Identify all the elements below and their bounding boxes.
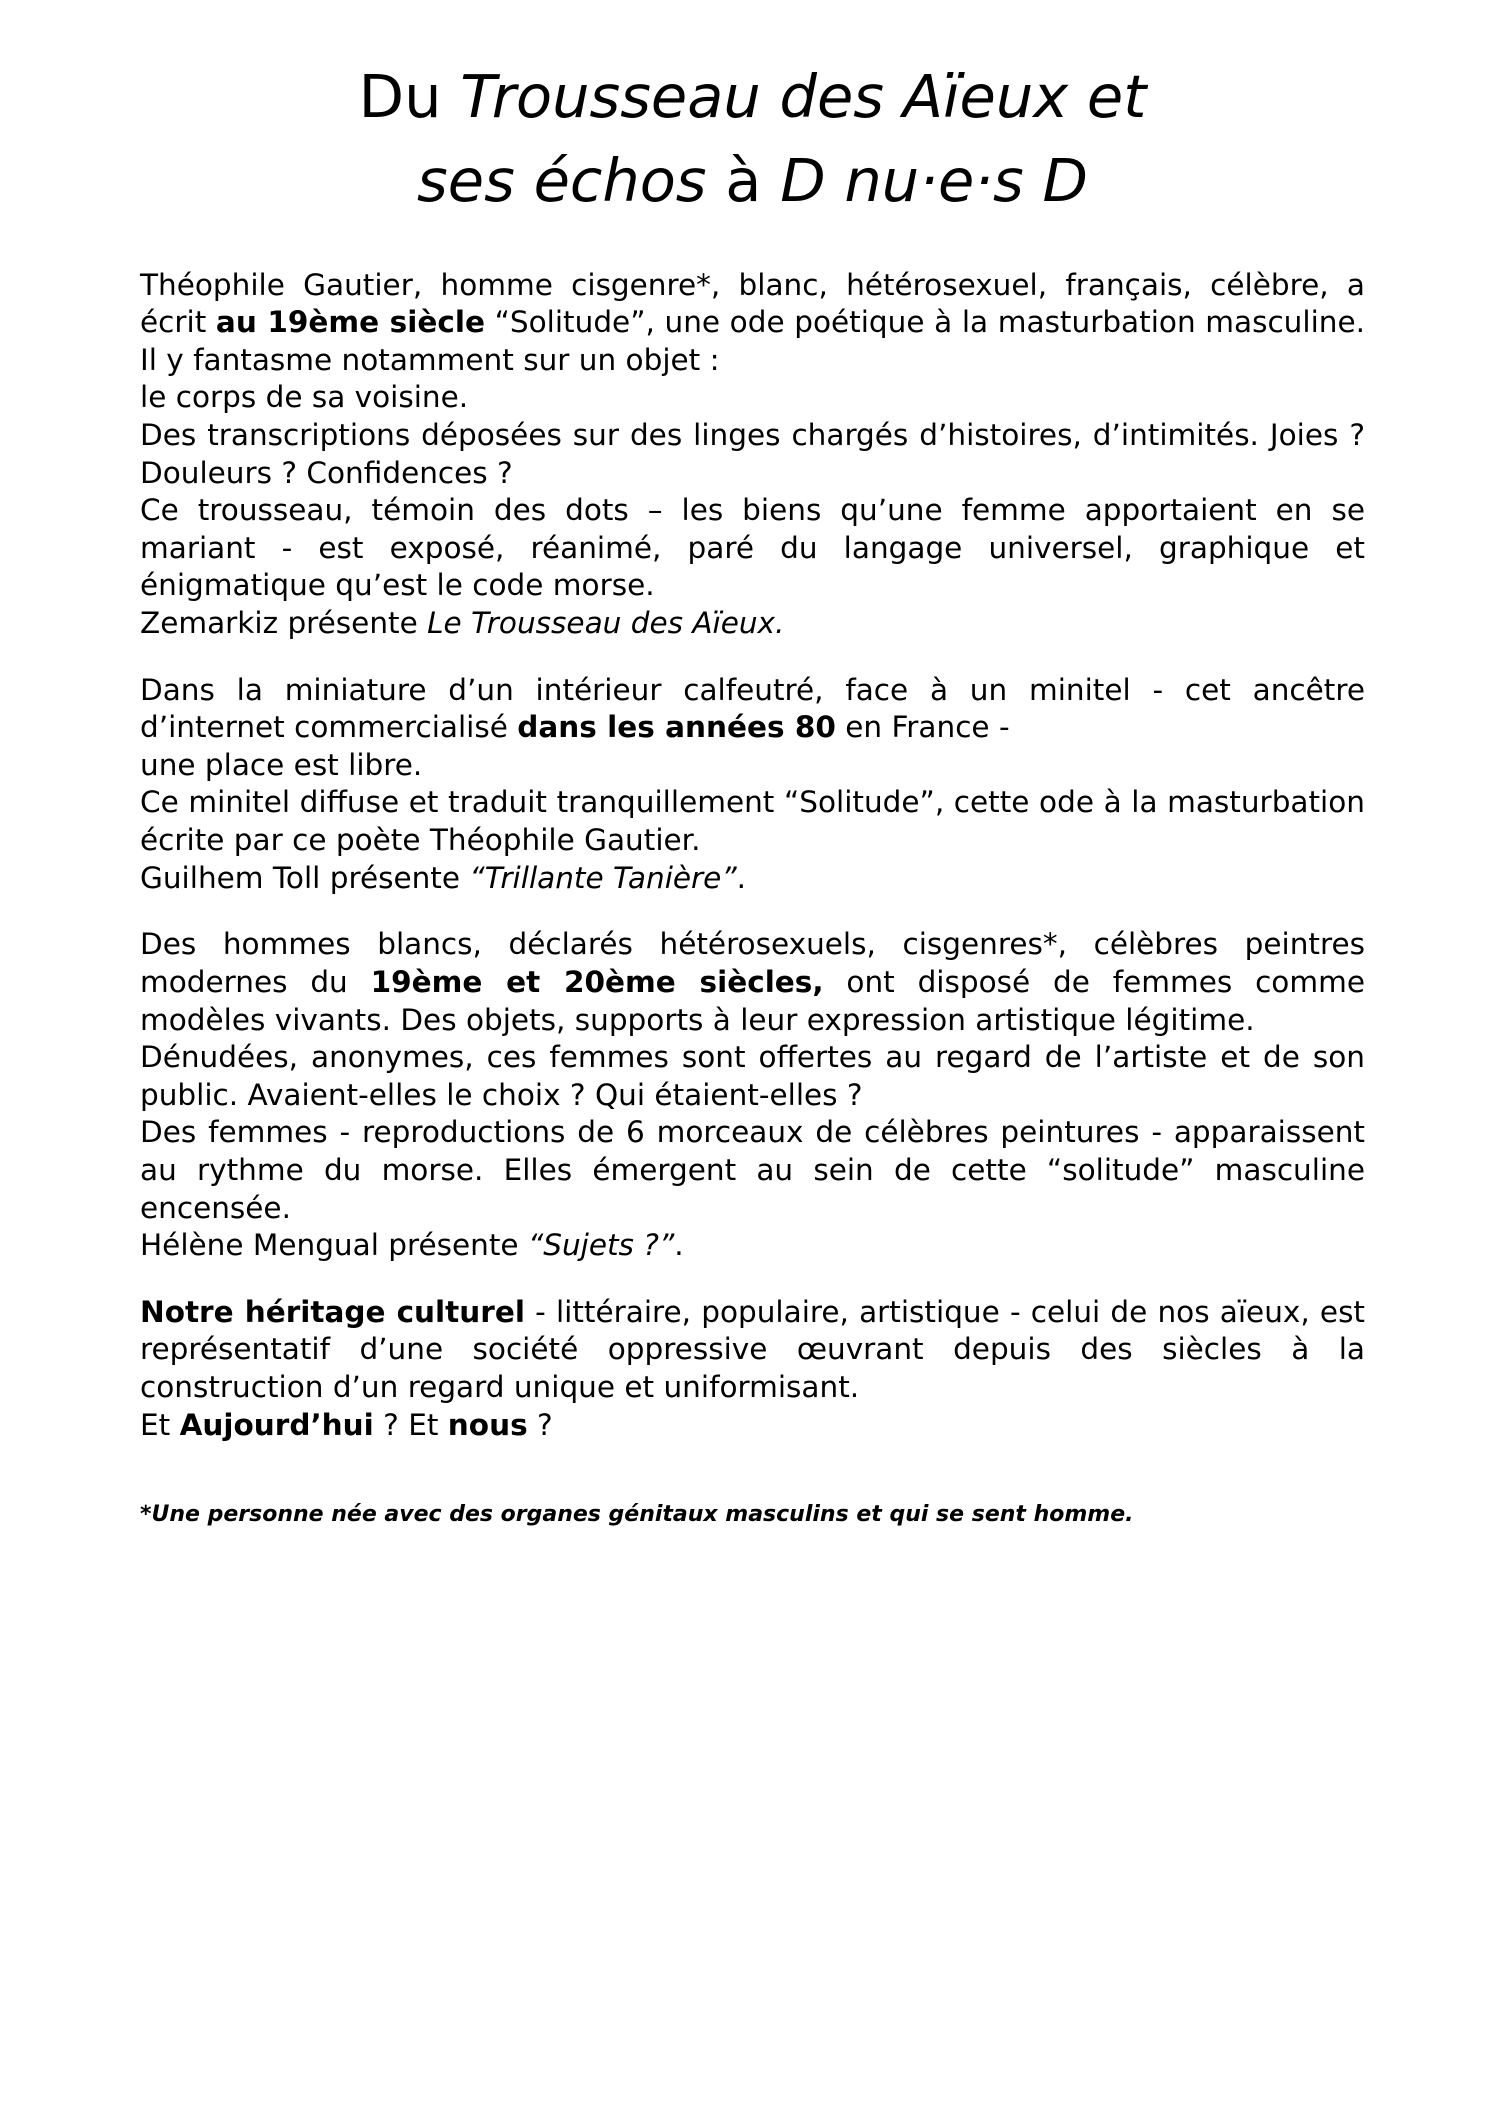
text-run-normal: “Solitude”, une ode poétique à la masturbation masculine. Il y fantasme notamment sur un objet :	[140, 305, 1365, 377]
title-italic-1: Trousseau des Aïeux et	[460, 62, 1147, 131]
paragraph	[140, 784, 1365, 859]
text-run-bold: nous	[447, 1407, 528, 1442]
text-run-normal: en France -	[835, 710, 1010, 745]
text-run-bold: au 19ème siècle	[215, 305, 485, 340]
text-run-normal: Zemarkiz présente	[140, 606, 428, 641]
paragraph	[140, 492, 1365, 605]
text-run-normal: Dans la miniature d’un intérieur calfeutré, face à un minitel - cet ancêtre d’internet commercialisé	[140, 672, 1365, 745]
text-run-bold: Notre héritage culturel	[140, 1294, 525, 1329]
paragraph-spacer	[140, 643, 1365, 672]
text-run-normal: Ce trousseau, témoin des dots – les biens qu’une femme apportaient en se mariant - est exposé, réanimé, paré du langage universel, graphique et énigmatique qu’est le code morse.	[140, 493, 1365, 603]
paragraph	[140, 926, 1365, 1039]
text-run-normal: Ce minitel diffuse et traduit tranquillement “Solitude”, cette ode à la masturbation écrite par ce poète Théophile Gautier.	[140, 785, 1365, 858]
text-run-normal: Guilhem Toll présente	[140, 860, 470, 895]
title-plain-start: Du	[358, 62, 461, 131]
text-run-italic: Le Trousseau des Aïeux.	[427, 606, 785, 641]
text-run-normal: ont disposé de femmes comme modèles vivants. Des objets, supports à leur expression artistique légitime.	[140, 964, 1365, 1037]
paragraph	[140, 1294, 1365, 1407]
page-title	[140, 55, 1365, 223]
text-run-normal: - littéraire, populaire, artistique - celui de nos aïeux, est représentatif d’une société oppressive œuvrant depuis des siècles à la construction d’un regard unique et uniformisant.	[140, 1294, 1366, 1404]
text-run-normal: Des femmes - reproductions de 6 morceaux de célèbres peintures - apparaissent au rythme du morse. Elles émergent au sein de cette “solitude” masculine encensée.	[140, 1115, 1365, 1225]
paragraph	[140, 267, 1365, 380]
paragraph	[140, 1227, 1365, 1265]
title-line-2	[417, 146, 1088, 215]
text-run-bold: 19ème et 20ème siècles,	[370, 964, 824, 999]
text-run-normal: Dénudées, anonymes, ces femmes sont offertes au regard de l’artiste et de son public. Avaient-elles le choix ? Qui étaient-elles ?	[140, 1040, 1365, 1112]
paragraph	[140, 747, 1365, 785]
text-run-normal: .	[736, 860, 746, 895]
text-run-normal: ? Et	[373, 1407, 448, 1442]
text-run-normal: Des transcriptions déposées sur des linges chargés d’histoires, d’intimités. Joies ? Douleurs ? Confidences ?	[140, 417, 1365, 490]
text-run-italic: “Trillante Tanière”	[469, 860, 737, 895]
text-run-normal: Des hommes blancs, déclarés hétérosexuels, cisgenres*, célèbres peintres modernes du	[140, 927, 1365, 999]
text-run-normal: une place est libre.	[140, 747, 423, 782]
paragraph	[140, 672, 1365, 747]
text-run-italic: “Sujets ?”	[527, 1228, 675, 1263]
title-line-1	[359, 62, 1147, 131]
paragraph	[140, 1114, 1365, 1227]
text-run-normal: ?	[527, 1407, 553, 1442]
paragraph-spacer	[140, 1265, 1365, 1294]
text-run-bold: dans les années 80	[517, 710, 836, 745]
paragraph	[140, 379, 1365, 417]
document-body	[140, 267, 1365, 1445]
text-run-normal: le corps de sa voisine.	[140, 380, 469, 415]
paragraph	[140, 1039, 1365, 1114]
title-italic-3: D nu·e·s D	[780, 145, 1088, 215]
text-run-normal: Hélène Mengual présente	[140, 1228, 528, 1263]
paragraph	[140, 417, 1365, 492]
title-plain-mid: à	[706, 145, 781, 215]
text-run-normal: .	[674, 1228, 684, 1263]
paragraph	[140, 605, 1365, 643]
title-italic-2: ses échos	[417, 145, 707, 215]
paragraph	[140, 860, 1365, 898]
text-run-normal: Et	[140, 1407, 180, 1442]
footnote: *Une personne née avec des organes génitaux masculins et qui se sent homme.	[140, 1502, 1134, 1528]
text-run-normal: Théophile Gautier, homme cisgenre*, blanc, hétérosexuel, français, célèbre, a écrit	[140, 267, 1365, 340]
paragraph	[140, 1407, 1365, 1445]
paragraph-spacer	[140, 897, 1365, 926]
text-run-bold: Aujourd’hui	[179, 1407, 374, 1442]
